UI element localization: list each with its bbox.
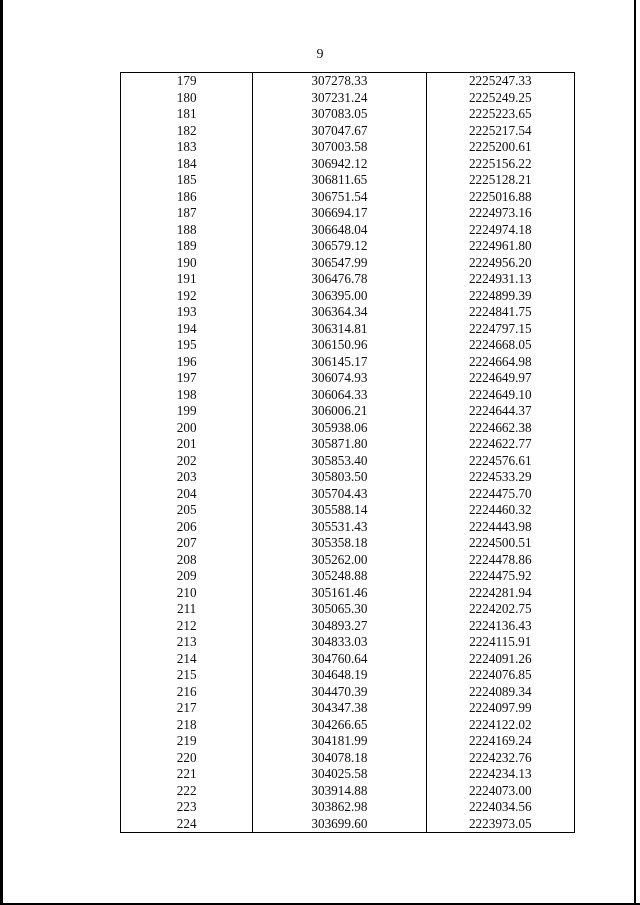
table-row: [121, 90, 575, 107]
y-coordinate-cell: 2224115.91: [426, 634, 574, 651]
point-number-cell: 188: [121, 222, 253, 239]
x-coordinate-cell: 304470.39: [253, 684, 426, 701]
table-row: [121, 271, 575, 288]
page-border-right: [634, 0, 636, 905]
point-number-cell: 185: [121, 172, 253, 189]
x-coordinate-cell: 305803.50: [253, 469, 426, 486]
table-row: [121, 618, 575, 635]
table-row: [121, 816, 575, 833]
point-number-cell: 208: [121, 552, 253, 569]
y-coordinate-cell: 2224664.98: [426, 354, 574, 371]
x-coordinate-cell: 306074.93: [253, 370, 426, 387]
y-coordinate-cell: 2225128.21: [426, 172, 574, 189]
table-row: [121, 106, 575, 123]
y-coordinate-cell: 2224533.29: [426, 469, 574, 486]
y-coordinate-cell: 2224475.70: [426, 486, 574, 503]
point-number-cell: 202: [121, 453, 253, 470]
y-coordinate-cell: 2224122.02: [426, 717, 574, 734]
table-row: [121, 255, 575, 272]
y-coordinate-cell: 2224668.05: [426, 337, 574, 354]
point-number-cell: 215: [121, 667, 253, 684]
point-number-cell: 189: [121, 238, 253, 255]
x-coordinate-cell: 305704.43: [253, 486, 426, 503]
x-coordinate-cell: 304266.65: [253, 717, 426, 734]
point-number-cell: 224: [121, 816, 253, 833]
table-row: [121, 667, 575, 684]
point-number-cell: 196: [121, 354, 253, 371]
y-coordinate-cell: 2224169.24: [426, 733, 574, 750]
x-coordinate-cell: 305262.00: [253, 552, 426, 569]
table-row: [121, 354, 575, 371]
point-number-cell: 206: [121, 519, 253, 536]
table-row: [121, 139, 575, 156]
y-coordinate-cell: 2224797.15: [426, 321, 574, 338]
x-coordinate-cell: 306579.12: [253, 238, 426, 255]
x-coordinate-cell: 303914.88: [253, 783, 426, 800]
x-coordinate-cell: 304181.99: [253, 733, 426, 750]
y-coordinate-cell: 2224841.75: [426, 304, 574, 321]
point-number-cell: 214: [121, 651, 253, 668]
x-coordinate-cell: 306942.12: [253, 156, 426, 173]
point-number-cell: 207: [121, 535, 253, 552]
point-number-cell: 222: [121, 783, 253, 800]
x-coordinate-cell: 304893.27: [253, 618, 426, 635]
point-number-cell: 198: [121, 387, 253, 404]
y-coordinate-cell: 2224649.97: [426, 370, 574, 387]
y-coordinate-cell: 2224281.94: [426, 585, 574, 602]
point-number-cell: 199: [121, 403, 253, 420]
y-coordinate-cell: 2224500.51: [426, 535, 574, 552]
table-row: [121, 568, 575, 585]
point-number-cell: 217: [121, 700, 253, 717]
table-row: [121, 585, 575, 602]
table-row: [121, 799, 575, 816]
table-row: [121, 502, 575, 519]
point-number-cell: 186: [121, 189, 253, 206]
x-coordinate-cell: 306751.54: [253, 189, 426, 206]
table-row: [121, 700, 575, 717]
x-coordinate-cell: 305248.88: [253, 568, 426, 585]
x-coordinate-cell: 306648.04: [253, 222, 426, 239]
x-coordinate-cell: 305531.43: [253, 519, 426, 536]
x-coordinate-cell: 305871.80: [253, 436, 426, 453]
table-row: [121, 684, 575, 701]
table-row: [121, 601, 575, 618]
y-coordinate-cell: 2224091.26: [426, 651, 574, 668]
y-coordinate-cell: 2224899.39: [426, 288, 574, 305]
y-coordinate-cell: 2224961.80: [426, 238, 574, 255]
y-coordinate-cell: 2224232.76: [426, 750, 574, 767]
y-coordinate-cell: 2224478.86: [426, 552, 574, 569]
x-coordinate-cell: 304025.58: [253, 766, 426, 783]
x-coordinate-cell: 306476.78: [253, 271, 426, 288]
x-coordinate-cell: 304760.64: [253, 651, 426, 668]
y-coordinate-cell: 2224097.99: [426, 700, 574, 717]
x-coordinate-cell: 305065.30: [253, 601, 426, 618]
x-coordinate-cell: 305161.46: [253, 585, 426, 602]
x-coordinate-cell: 306064.33: [253, 387, 426, 404]
y-coordinate-cell: 2224475.92: [426, 568, 574, 585]
y-coordinate-cell: 2224973.16: [426, 205, 574, 222]
point-number-cell: 192: [121, 288, 253, 305]
x-coordinate-cell: 303699.60: [253, 816, 426, 833]
point-number-cell: 213: [121, 634, 253, 651]
table-row: [121, 634, 575, 651]
x-coordinate-cell: 305588.14: [253, 502, 426, 519]
table-row: [121, 651, 575, 668]
x-coordinate-cell: 307278.33: [253, 73, 426, 90]
table-row: [121, 420, 575, 437]
y-coordinate-cell: 2225247.33: [426, 73, 574, 90]
point-number-cell: 205: [121, 502, 253, 519]
x-coordinate-cell: 306694.17: [253, 205, 426, 222]
table-row: [121, 337, 575, 354]
point-number-cell: 187: [121, 205, 253, 222]
point-number-cell: 201: [121, 436, 253, 453]
point-number-cell: 209: [121, 568, 253, 585]
x-coordinate-cell: 306150.96: [253, 337, 426, 354]
page-border-left: [0, 0, 3, 905]
y-coordinate-cell: 2224622.77: [426, 436, 574, 453]
x-coordinate-cell: 307003.58: [253, 139, 426, 156]
point-number-cell: 183: [121, 139, 253, 156]
table-row: [121, 73, 575, 90]
y-coordinate-cell: 2224649.10: [426, 387, 574, 404]
point-number-cell: 193: [121, 304, 253, 321]
point-number-cell: 179: [121, 73, 253, 90]
table-row: [121, 123, 575, 140]
table-row: [121, 552, 575, 569]
point-number-cell: 204: [121, 486, 253, 503]
x-coordinate-cell: 304347.38: [253, 700, 426, 717]
table-row: [121, 535, 575, 552]
y-coordinate-cell: 2224089.34: [426, 684, 574, 701]
point-number-cell: 180: [121, 90, 253, 107]
table-row: [121, 238, 575, 255]
table-row: [121, 288, 575, 305]
coordinates-table: [120, 72, 575, 833]
point-number-cell: 190: [121, 255, 253, 272]
y-coordinate-cell: 2225200.61: [426, 139, 574, 156]
point-number-cell: 182: [121, 123, 253, 140]
point-number-cell: 197: [121, 370, 253, 387]
point-number-cell: 181: [121, 106, 253, 123]
y-coordinate-cell: 2224073.00: [426, 783, 574, 800]
y-coordinate-cell: 2224662.38: [426, 420, 574, 437]
x-coordinate-cell: 306811.65: [253, 172, 426, 189]
y-coordinate-cell: 2224644.37: [426, 403, 574, 420]
point-number-cell: 194: [121, 321, 253, 338]
table-row: [121, 717, 575, 734]
y-coordinate-cell: 2224974.18: [426, 222, 574, 239]
point-number-cell: 203: [121, 469, 253, 486]
table-row: [121, 156, 575, 173]
y-coordinate-cell: 2224460.32: [426, 502, 574, 519]
y-coordinate-cell: 2224576.61: [426, 453, 574, 470]
y-coordinate-cell: 2224956.20: [426, 255, 574, 272]
point-number-cell: 210: [121, 585, 253, 602]
x-coordinate-cell: 305853.40: [253, 453, 426, 470]
table-row: [121, 766, 575, 783]
point-number-cell: 200: [121, 420, 253, 437]
x-coordinate-cell: 305938.06: [253, 420, 426, 437]
point-number-cell: 211: [121, 601, 253, 618]
table-row: [121, 172, 575, 189]
table-row: [121, 189, 575, 206]
table-row: [121, 453, 575, 470]
point-number-cell: 191: [121, 271, 253, 288]
point-number-cell: 212: [121, 618, 253, 635]
y-coordinate-cell: 2224443.98: [426, 519, 574, 536]
coordinates-table-body: [121, 73, 575, 833]
point-number-cell: 221: [121, 766, 253, 783]
point-number-cell: 218: [121, 717, 253, 734]
x-coordinate-cell: 303862.98: [253, 799, 426, 816]
point-number-cell: 184: [121, 156, 253, 173]
point-number-cell: 195: [121, 337, 253, 354]
table-row: [121, 783, 575, 800]
table-row: [121, 205, 575, 222]
x-coordinate-cell: 307047.67: [253, 123, 426, 140]
table-row: [121, 321, 575, 338]
y-coordinate-cell: 2224076.85: [426, 667, 574, 684]
table-row: [121, 486, 575, 503]
point-number-cell: 216: [121, 684, 253, 701]
x-coordinate-cell: 307231.24: [253, 90, 426, 107]
y-coordinate-cell: 2224034.56: [426, 799, 574, 816]
x-coordinate-cell: 306006.21: [253, 403, 426, 420]
x-coordinate-cell: 305358.18: [253, 535, 426, 552]
table-row: [121, 519, 575, 536]
y-coordinate-cell: 2225016.88: [426, 189, 574, 206]
y-coordinate-cell: 2224136.43: [426, 618, 574, 635]
y-coordinate-cell: 2224931.13: [426, 271, 574, 288]
x-coordinate-cell: 304648.19: [253, 667, 426, 684]
x-coordinate-cell: 306395.00: [253, 288, 426, 305]
table-row: [121, 469, 575, 486]
table-row: [121, 370, 575, 387]
table-row: [121, 222, 575, 239]
table-row: [121, 387, 575, 404]
x-coordinate-cell: 306364.34: [253, 304, 426, 321]
x-coordinate-cell: 304833.03: [253, 634, 426, 651]
x-coordinate-cell: 307083.05: [253, 106, 426, 123]
y-coordinate-cell: 2223973.05: [426, 816, 574, 833]
point-number-cell: 220: [121, 750, 253, 767]
page-number: 9: [316, 47, 324, 62]
x-coordinate-cell: 306314.81: [253, 321, 426, 338]
y-coordinate-cell: 2224234.13: [426, 766, 574, 783]
table-row: [121, 304, 575, 321]
x-coordinate-cell: 306547.99: [253, 255, 426, 272]
table-row: [121, 403, 575, 420]
y-coordinate-cell: 2224202.75: [426, 601, 574, 618]
table-row: [121, 436, 575, 453]
y-coordinate-cell: 2225217.54: [426, 123, 574, 140]
y-coordinate-cell: 2225249.25: [426, 90, 574, 107]
point-number-cell: 223: [121, 799, 253, 816]
table-row: [121, 733, 575, 750]
x-coordinate-cell: 304078.18: [253, 750, 426, 767]
x-coordinate-cell: 306145.17: [253, 354, 426, 371]
table-row: [121, 750, 575, 767]
y-coordinate-cell: 2225223.65: [426, 106, 574, 123]
point-number-cell: 219: [121, 733, 253, 750]
y-coordinate-cell: 2225156.22: [426, 156, 574, 173]
